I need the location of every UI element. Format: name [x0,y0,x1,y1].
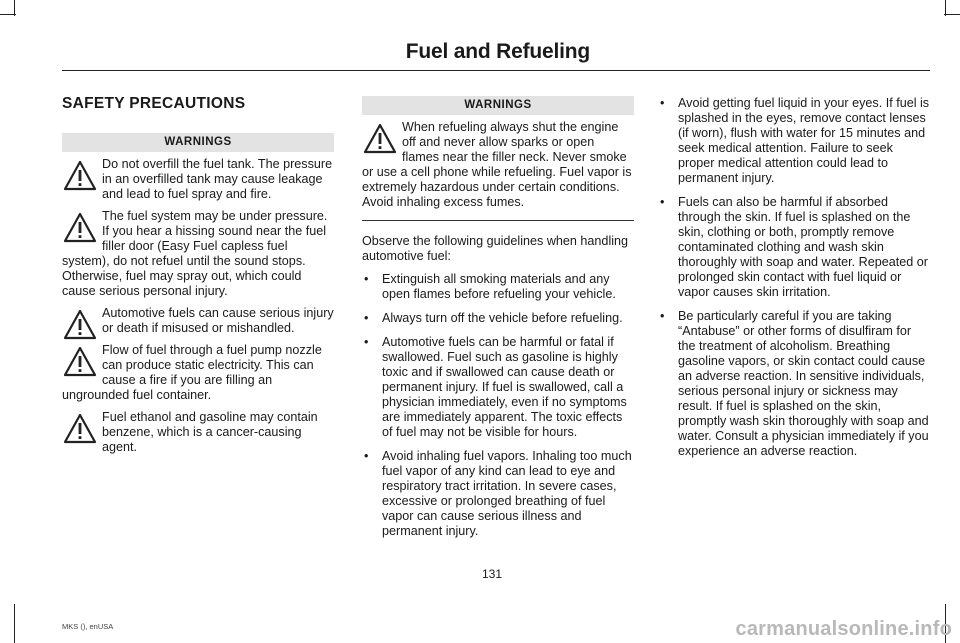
warning-item [62,343,334,403]
page-header-title: Fuel and Refueling [405,40,590,63]
bullet-item: • Always turn off the vehicle before refueling. [362,311,634,326]
bullet-item: • Fuels can also be harmful if absorbed through the skin. If fuel is splashed on the skin, clothing or both, promptly remove contaminated clothing and wash skin thoroughly with soap and water. Repeated or prolonged skin contact with fuel liquid or vapor causes skin irritation. [658,195,930,300]
bullet-item: • Automotive fuels can be harmful or fatal if swallowed. Fuel such as gasoline is highly toxic and if swallowed can cause death or permanent injury. If fuel is swallowed, call a physician immediately, even if no symptoms are immediately apparent. The toxic effects of fuel may not be visible for hours. [362,335,634,440]
watermark: carmanualsonline.info [735,618,952,640]
warning-text: When refueling always shut the engine off and never allow sparks or open flames near the filler neck. Never smoke or use a cell phone while refueling. Fuel vapor is extremely hazardous under certain conditions. Avoid inhaling excess fumes. [362,120,632,209]
bullet-item: • Be particularly careful if you are taking “Antabuse” or other forms of disulfiram for the treatment of alcoholism. Breathing gasoline vapors, or skin contact could cause an adverse reaction. In sensitive individuals, serious personal injury or sickness may result. If fuel is splashed on the skin, promptly wash skin thoroughly with soap and water. Consult a physician immediately if you experience an adverse reaction. [658,309,930,459]
bullet-list [658,96,930,459]
warning-triangle-icon [62,211,98,245]
warning-item [62,306,334,336]
warning-text: Automotive fuels can cause serious injury or death if misused or mishandled. [102,306,334,335]
section-rule [362,220,634,221]
crop-mark [14,604,15,643]
warnings-heading: WARNINGS [362,96,634,115]
page-number: 131 [482,567,503,581]
warning-triangle-icon [62,345,98,379]
warnings-heading: WARNINGS [62,133,334,152]
middle-column [362,96,634,548]
warning-item [62,209,334,299]
warning-item [362,120,634,210]
section-title: SAFETY PRECAUTIONS [62,95,246,112]
crop-mark [944,14,960,15]
bullet-list [362,272,634,539]
bullet-item: • Avoid getting fuel liquid in your eyes. If fuel is splashed in the eyes, remove contact lenses (if worn), flush with water for 15 minutes and seek medical attention. Failure to seek proper medical attention could lead to permanent injury. [658,96,930,186]
warning-item [62,410,334,455]
warning-text: The fuel system may be under pressure. If you hear a hissing sound near the fuel filler door (Easy Fuel capless fuel system), do not refuel until the sound stops. Otherwise, fuel may spray out, which could cause serious personal injury. [62,209,328,298]
guidelines-intro: Observe the following guidelines when handling automotive fuel: [362,234,629,263]
warnings-list [362,120,634,210]
warning-triangle-icon [62,159,98,193]
warning-triangle-icon [362,122,398,156]
left-column [62,96,334,462]
header-rule [62,70,930,71]
warning-triangle-icon [62,412,98,446]
bullet-item: • Avoid inhaling fuel vapors. Inhaling too much fuel vapor of any kind can lead to eye and respiratory tract irritation. In severe cases, excessive or prolonged breathing of fuel vapor can cause serious illness and permanent injury. [362,449,634,539]
warning-text: Flow of fuel through a fuel pump nozzle can produce static electricity. This can cause a fire if you are filling an ungrounded fuel container. [62,343,322,402]
warning-text: Fuel ethanol and gasoline may contain benzene, which is a cancer-causing agent. [102,410,318,454]
footer-text: MKS (), enUSA [62,622,114,631]
warnings-list [62,157,334,455]
warning-text: Do not overfill the fuel tank. The pressure in an overfilled tank may cause leakage and lead to fuel spray and fire. [102,157,333,201]
right-column [658,96,930,468]
crop-mark [0,14,16,15]
warning-triangle-icon [62,308,98,342]
warning-item [62,157,334,202]
bullet-item: • Extinguish all smoking materials and any open flames before refueling your vehicle. [362,272,634,302]
